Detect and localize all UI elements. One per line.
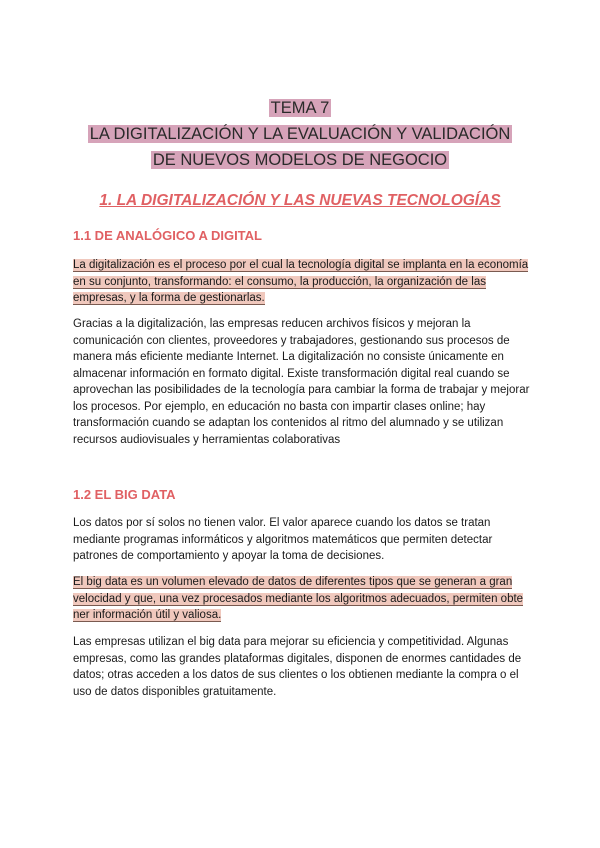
section-1-heading: 1. LA DIGITALIZACIÓN Y LAS NUEVAS TECNOLOGÍAS [99, 192, 501, 209]
paragraph-datos-valor: Los datos por sí solos no tienen valor. El valor aparece cuando los datos se tratan mediante programas informáticos y algoritmos matemáticos que permiten detectar patrones de comportamiento y apoyar la toma de decisiones. [73, 517, 493, 562]
paragraph-digitalizacion-benefits: Gracias a la digitalización, las empresas reducen archivos físicos y mejoran la comunicación con clientes, proveedores y trabajadores, gestionando sus procesos de manera más eficiente mediante Internet. La digitalización no consiste únicamente en almacenar información en formato digital. Existe transformación digital real cuando se aprovechan las posibilidades de la tecnología para cambiar la forma de trabajar y mejorar los procesos. Por ejemplo, en educación no basta con impartir clases online; hay transformación cuando se adaptan los contenidos al ritmo del alumnado y se utilizan recursos audiovisuales y herramientas colaborativas [73, 318, 530, 446]
subsection-1-2-heading: 1.2 EL BIG DATA [73, 487, 176, 502]
paragraph-digitalizacion-definition [73, 257, 531, 307]
paragraph-big-data-empresas: Las empresas utilizan el big data para mejorar su eficiencia y competitividad. Algunas empresas, como las grandes plataformas digitales, disponen de enormes cantidades de datos; otras acceden a los datos de sus clientes o los obtienen mediante la compra o el uso de datos disponibles gratuitamente. [73, 636, 522, 698]
subsection-1-1-heading: 1.1 DE ANALÓGICO A DIGITAL [73, 228, 262, 243]
title-line-3: DE NUEVOS MODELOS DE NEGOCIO [152, 151, 448, 169]
title-line-2: LA DIGITALIZACIÓN Y LA EVALUACIÓN Y VALIDACIÓN [89, 125, 511, 143]
title-line-1: TEMA 7 [270, 99, 330, 117]
highlighted-text: La digitalización es el proceso por el cual la tecnología digital se implanta en la economía en su conjunto, transformando: el consumo, la producción, la organización de las empresas, y la forma de gestionarlas. [73, 259, 529, 304]
highlighted-text: El big data es un volumen elevado de datos de diferentes tipos que se generan a gran velocidad y que, una vez procesados mediante los algoritmos adecuados, permiten obte ner información útil y valiosa. [73, 576, 524, 621]
paragraph-big-data-definition [73, 574, 531, 624]
document-title [0, 95, 600, 173]
